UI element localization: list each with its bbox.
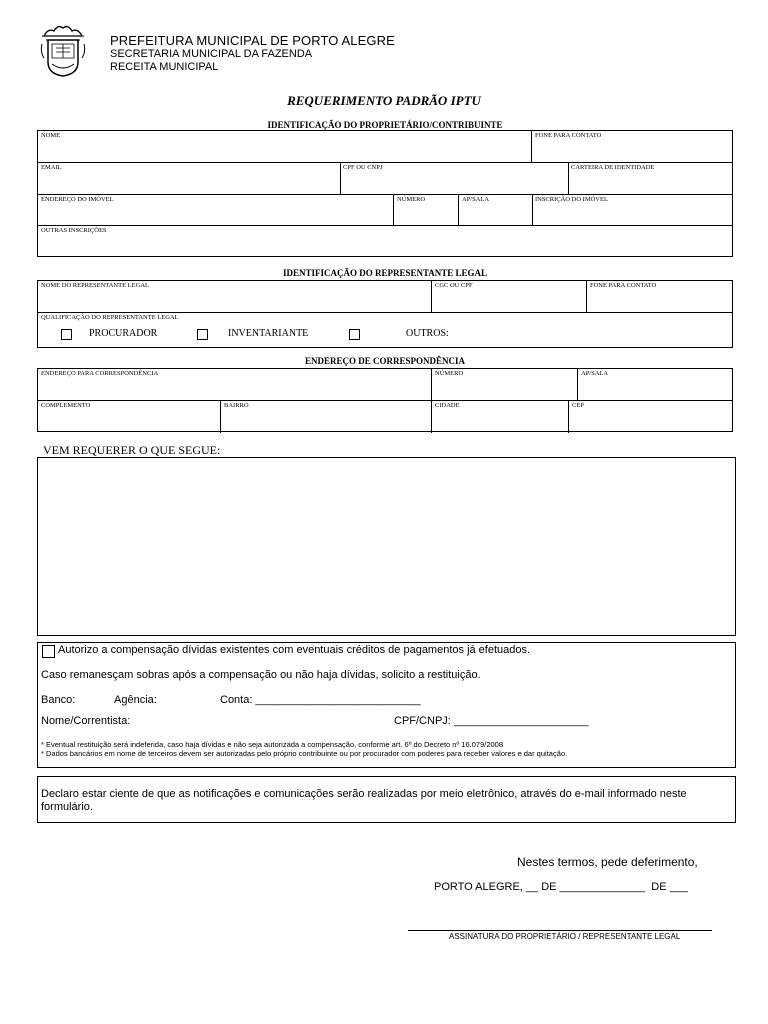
declaration-text: Declaro estar ciente de que as notificações e comunicações serão realizadas por meio eletrônico, através do e-mail informado neste formulário. xyxy=(41,788,687,813)
correspondence-section-title: ENDEREÇO DE CORRESPONDÊNCIA xyxy=(304,356,466,366)
declaration-box xyxy=(37,776,736,823)
correspondence-complement-field[interactable]: COMPLEMENTO xyxy=(41,402,91,409)
header-line-2: SECRETARIA MUNICIPAL DA FAZENDA xyxy=(110,48,313,60)
owner-apartment-field[interactable]: AP/SALA xyxy=(462,196,490,203)
owner-box xyxy=(37,130,733,257)
inventariante-label: INVENTARIANTE xyxy=(228,328,309,339)
restitution-text: Caso remanesçam sobras após a compensação ou não haja dívidas, solicito a restituição. xyxy=(41,669,481,681)
representative-cgc-field[interactable]: CGC OU CPF xyxy=(435,282,473,289)
inventariante-checkbox[interactable] xyxy=(197,329,208,340)
outros-checkbox[interactable] xyxy=(349,329,360,340)
correspondence-zip-field[interactable]: CEP xyxy=(572,402,584,409)
owner-registration-field[interactable]: INSCRIÇÃO DO IMÓVEL xyxy=(535,196,608,203)
correspondence-number-field[interactable]: NÚMERO xyxy=(435,370,464,377)
signature-line[interactable] xyxy=(408,930,712,931)
compensation-box xyxy=(37,642,736,768)
header-line-3: RECEITA MUNICIPAL xyxy=(110,61,219,73)
owner-section-title: IDENTIFICAÇÃO DO PROPRIETÁRIO/CONTRIBUINTE xyxy=(267,120,503,130)
correspondence-apartment-field[interactable]: AP/SALA xyxy=(581,370,609,377)
account-holder-label: Nome/Correntista: xyxy=(41,715,131,727)
holder-cpf-field[interactable]: CPF/CNPJ: ______________________ xyxy=(394,715,589,727)
correspondence-city-field[interactable]: CIDADE xyxy=(435,402,460,409)
owner-name-field[interactable]: NOME xyxy=(41,132,61,139)
representative-qualification-label: QUALIFICAÇÃO DO REPRESENTANTE LEGAL xyxy=(41,314,179,321)
owner-address-field[interactable]: ENDEREÇO DO IMÓVEL xyxy=(41,196,114,203)
owner-cpf-field[interactable]: CPF OU CNPJ xyxy=(343,164,383,171)
owner-phone-field[interactable]: FONE PARA CONTATO xyxy=(535,132,602,139)
signature-label: ASSINATURA DO PROPRIETÁRIO / REPRESENTANTE LEGAL xyxy=(449,932,681,941)
closing-terms: Nestes termos, pede deferimento, xyxy=(517,855,698,869)
representative-box xyxy=(37,280,733,348)
representative-section-title: IDENTIFICAÇÃO DO REPRESENTANTE LEGAL xyxy=(282,268,488,278)
footnote-2: * Dados bancários em nome de terceiros devem ser autorizadas pelo próprio contribuinte ou por procurador com poderes para receber valores e dar quitação. xyxy=(41,749,568,758)
request-title: VEM REQUERER O QUE SEGUE: xyxy=(43,443,221,457)
correspondence-neighborhood-field[interactable]: BAIRRO xyxy=(224,402,249,409)
representative-phone-field[interactable]: FONE PARA CONTATO xyxy=(590,282,657,289)
authorize-compensation-text: Autorizo a compensação dívidas existentes com eventuais créditos de pagamentos já efetuados. xyxy=(58,644,531,656)
footnote-1: * Eventual restituição será indeferida, caso haja dívidas e não seja autorizada a compensação, conforme art. 6º do Decreto nº 16.079/2008 xyxy=(41,740,504,749)
representative-name-field[interactable]: NOME DO REPRESENTANTE LEGAL xyxy=(41,282,149,289)
owner-id-card-field[interactable]: CARTEIRA DE IDENTIDADE xyxy=(571,164,655,171)
correspondence-box xyxy=(37,368,733,432)
agency-label: Agência: xyxy=(114,694,157,706)
owner-number-field[interactable]: NÚMERO xyxy=(397,196,426,203)
header-line-1: PREFEITURA MUNICIPAL DE PORTO ALEGRE xyxy=(110,33,395,48)
authorize-compensation-checkbox[interactable] xyxy=(42,645,55,658)
municipal-crest-icon xyxy=(40,22,86,78)
procurador-label: PROCURADOR xyxy=(89,328,158,339)
request-text-area[interactable] xyxy=(37,457,736,636)
outros-label: OUTROS: xyxy=(406,328,449,339)
bank-label: Banco: xyxy=(41,694,76,706)
date-line[interactable]: PORTO ALEGRE, __ DE ______________ DE ___ xyxy=(434,881,688,893)
procurador-checkbox[interactable] xyxy=(61,329,72,340)
account-field[interactable]: Conta: ___________________________ xyxy=(220,694,421,706)
correspondence-address-field[interactable]: ENDEREÇO PARA CORRESPONDÊNCIA xyxy=(41,370,159,377)
owner-email-field[interactable]: EMAIL xyxy=(41,164,62,171)
owner-other-registrations-field[interactable]: OUTRAS INSCRIÇÕES xyxy=(41,227,107,234)
document-title: REQUERIMENTO PADRÃO IPTU xyxy=(287,93,481,108)
